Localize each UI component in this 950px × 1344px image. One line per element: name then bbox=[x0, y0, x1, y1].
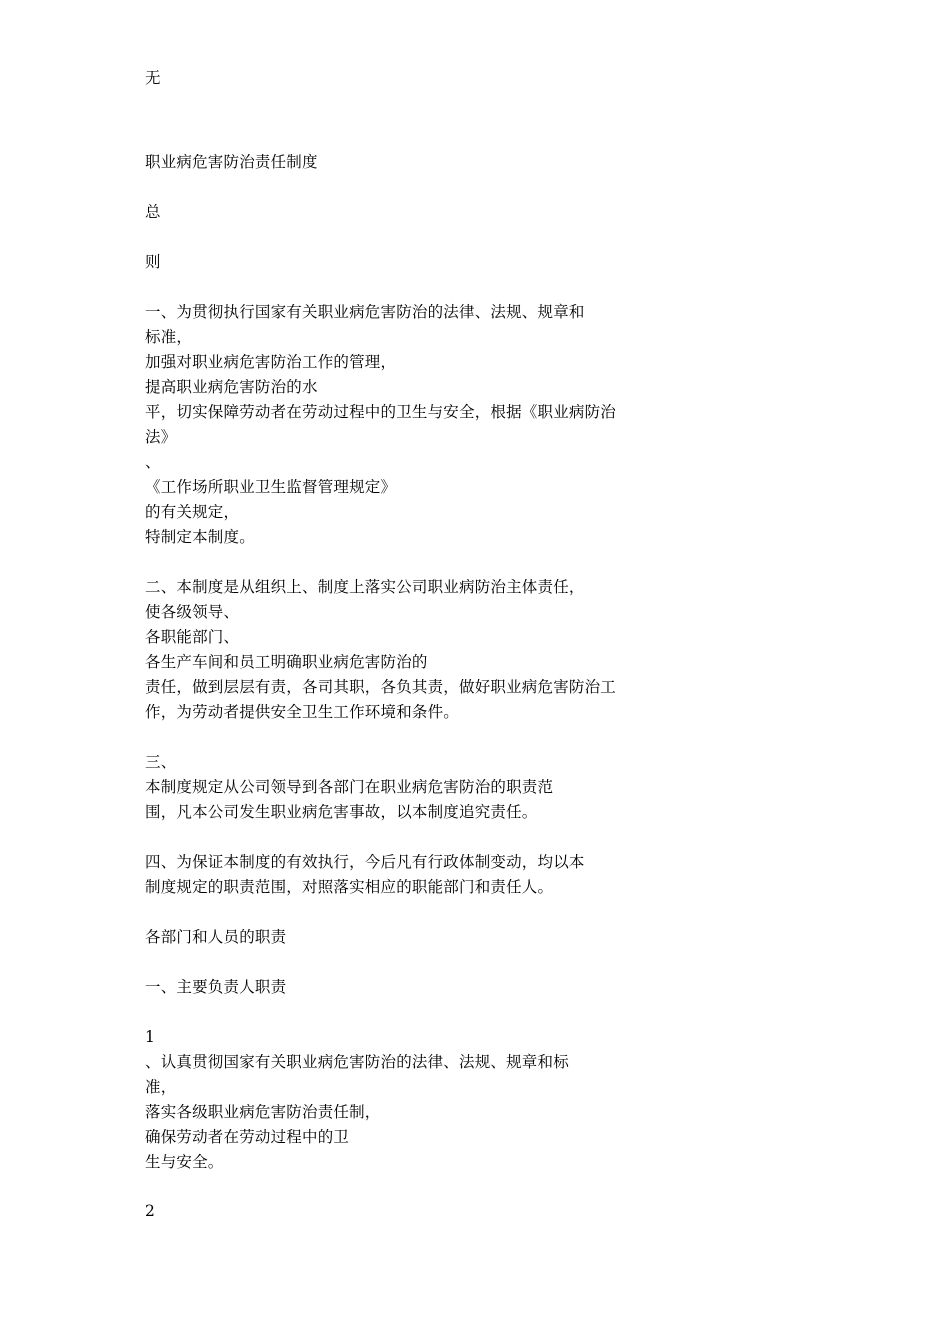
item-number: 2 bbox=[145, 1202, 156, 1220]
paragraph-line: 确保劳动者在劳动过程中的卫 bbox=[145, 1128, 350, 1146]
paragraph-line: 四、为保证本制度的有效执行，今后凡有行政体制变动，均以本 bbox=[145, 853, 585, 871]
paragraph-line: 的有关规定， bbox=[145, 503, 240, 521]
paragraph-line: 生与安全。 bbox=[145, 1153, 224, 1171]
paragraph-line: 二、本制度是从组织上、制度上落实公司职业病防治主体责任， bbox=[145, 578, 585, 596]
paragraph-line: 法》 bbox=[145, 428, 177, 446]
section-heading: 一、主要负责人职责 bbox=[145, 978, 287, 996]
paragraph-line: 标准， bbox=[145, 328, 193, 346]
paragraph-line: 、认真贯彻国家有关职业病危害防治的法律、法规、规章和标 bbox=[145, 1053, 569, 1071]
paragraph-line: 三、 bbox=[145, 753, 177, 771]
section-heading: 总 bbox=[145, 203, 161, 221]
paragraph-line: 责任，做到层层有责，各司其职，各负其责，做好职业病危害防治工 bbox=[145, 678, 617, 696]
paragraph-line: 一、为贯彻执行国家有关职业病危害防治的法律、法规、规章和 bbox=[145, 303, 585, 321]
paragraph-line: 各生产车间和员工明确职业病危害防治的 bbox=[145, 653, 428, 671]
paragraph-line: 准， bbox=[145, 1078, 177, 1096]
paragraph-line: 各职能部门、 bbox=[145, 628, 240, 646]
paragraph-line: 作，为劳动者提供安全卫生工作环境和条件。 bbox=[145, 703, 460, 721]
header-text: 无 bbox=[145, 69, 161, 87]
section-heading: 则 bbox=[145, 253, 161, 271]
paragraph-line: 提高职业病危害防治的水 bbox=[145, 378, 318, 396]
paragraph-line: 加强对职业病危害防治工作的管理， bbox=[145, 353, 397, 371]
item-number: 1 bbox=[145, 1028, 156, 1046]
document-title: 职业病危害防治责任制度 bbox=[145, 153, 318, 171]
section-heading: 各部门和人员的职责 bbox=[145, 928, 287, 946]
paragraph-line: 制度规定的职责范围，对照落实相应的职能部门和责任人。 bbox=[145, 878, 554, 896]
paragraph-line: 、 bbox=[145, 453, 161, 471]
paragraph-line: 围，凡本公司发生职业病危害事故，以本制度追究责任。 bbox=[145, 803, 538, 821]
paragraph-line: 平，切实保障劳动者在劳动过程中的卫生与安全，根据《职业病防治 bbox=[145, 403, 617, 421]
paragraph-line: 特制定本制度。 bbox=[145, 528, 255, 546]
paragraph-line: 《工作场所职业卫生监督管理规定》 bbox=[145, 478, 397, 496]
paragraph-line: 本制度规定从公司领导到各部门在职业病危害防治的职责范 bbox=[145, 778, 554, 796]
paragraph-line: 使各级领导、 bbox=[145, 603, 240, 621]
paragraph-line: 落实各级职业病危害防治责任制， bbox=[145, 1103, 381, 1121]
